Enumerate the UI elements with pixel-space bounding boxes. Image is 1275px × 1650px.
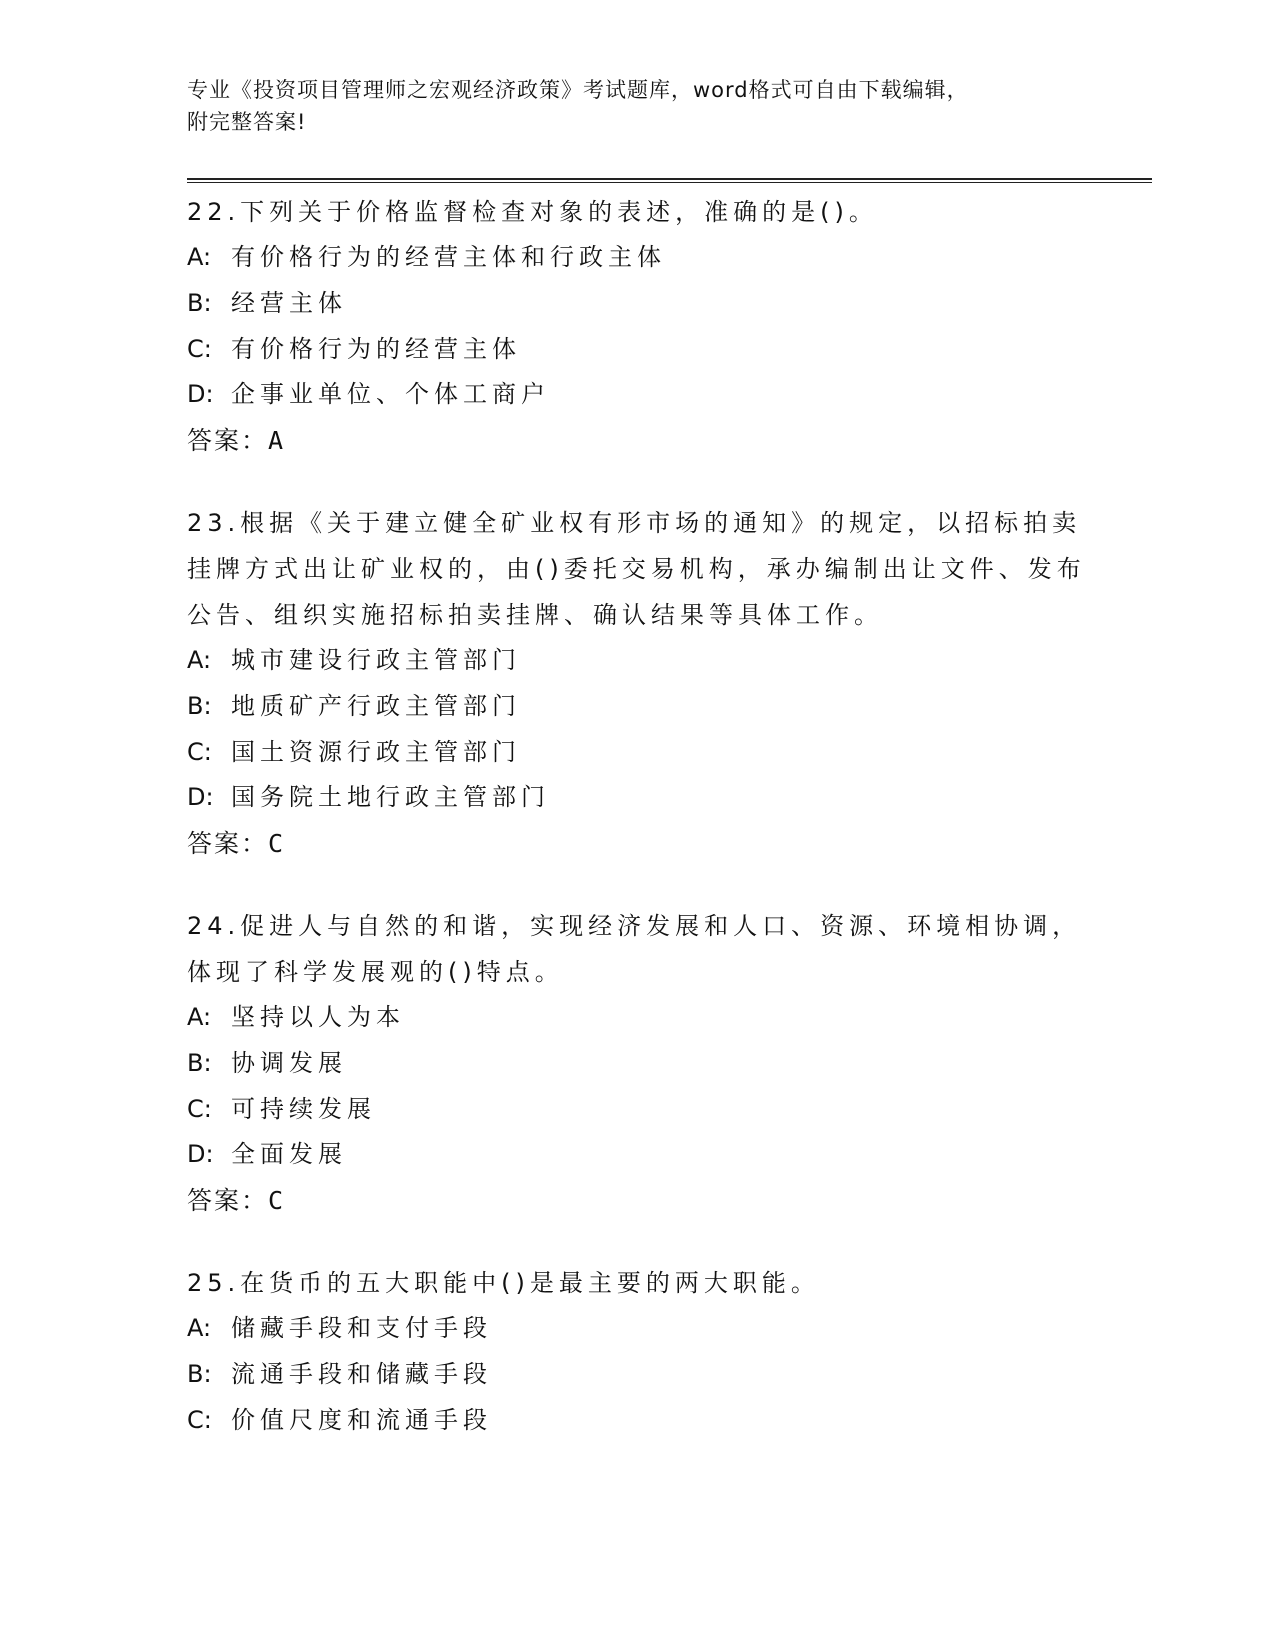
option-text: 国土资源行政主管部门 [231,737,521,766]
answer-label: 答案： [187,426,269,456]
option-text: 企事业单位、个体工商户 [231,380,550,409]
answer-value: C [268,829,284,859]
option-d [187,372,1087,418]
question-24 [187,903,1087,1224]
option-a [187,638,1087,684]
option-text: 价值尺度和流通手段 [231,1405,492,1434]
option-text: 坚持以人为本 [231,1002,405,1031]
question-list [187,189,1087,1479]
question-stem: 25.在货币的五大职能中()是最主要的两大职能。 [187,1268,820,1297]
option-key: A: [187,1313,212,1342]
option-key: D: [187,783,214,812]
option-c [187,1398,1087,1444]
header-line-2: 附完整答案! [187,110,307,134]
option-b [187,1352,1087,1398]
option-key: B: [187,1048,212,1077]
option-key: C: [187,737,212,766]
option-text: 储藏手段和支付手段 [231,1313,492,1342]
option-key: D: [187,1140,214,1169]
answer-value: A [268,426,284,456]
question-stem: 24.促进人与自然的和谐，实现经济发展和人口、资源、环境相协调，体现了科学发展观的()特点。 [187,911,1082,986]
question-stem: 23.根据《关于建立健全矿业权有形市场的通知》的规定，以招标拍卖挂牌方式出让矿业权的，由()委托交易机构，承办编制出让文件、发布公告、组织实施招标拍卖挂牌、确认结果等具体工作。 [187,508,1086,629]
option-key: C: [187,1094,212,1123]
question-22 [187,189,1087,464]
header-divider [187,178,1152,183]
option-key: D: [187,380,214,409]
option-text: 流通手段和储藏手段 [231,1359,492,1388]
option-key: A: [187,243,212,271]
option-b [187,281,1087,327]
answer-line [187,418,1087,464]
answer-line [187,1178,1087,1224]
option-c [187,1087,1087,1133]
question-25 [187,1260,1087,1443]
header-line-1: 专业《投资项目管理师之宏观经济政策》考试题库，word格式可自由下载编辑， [187,78,969,102]
question-stem: 22.下列关于价格监督检查对象的表述，准确的是()。 [187,198,878,226]
answer-label: 答案： [187,1186,269,1216]
option-text: 国务院土地行政主管部门 [231,783,550,812]
option-text: 协调发展 [231,1048,347,1077]
question-23 [187,500,1087,867]
answer-line [187,821,1087,867]
option-text: 经营主体 [231,288,347,317]
option-d [187,1132,1087,1178]
option-b [187,684,1087,730]
option-key: A: [187,1002,212,1031]
document-header [187,74,1047,138]
option-a [187,235,1087,281]
option-key: B: [187,288,212,317]
option-key: A: [187,645,212,674]
option-text: 城市建设行政主管部门 [231,645,521,674]
option-a [187,995,1087,1041]
option-key: B: [187,1359,212,1388]
option-c [187,327,1087,373]
option-c [187,730,1087,776]
option-text: 全面发展 [231,1140,347,1169]
option-key: B: [187,691,212,720]
option-text: 可持续发展 [231,1094,376,1123]
option-text: 有价格行为的经营主体和行政主体 [231,243,666,271]
answer-value: C [268,1186,284,1216]
option-a [187,1306,1087,1352]
answer-label: 答案： [187,829,269,859]
option-key: C: [187,334,212,363]
option-text: 地质矿产行政主管部门 [231,691,521,720]
option-key: C: [187,1405,212,1434]
option-text: 有价格行为的经营主体 [231,334,521,363]
option-b [187,1041,1087,1087]
option-d [187,775,1087,821]
